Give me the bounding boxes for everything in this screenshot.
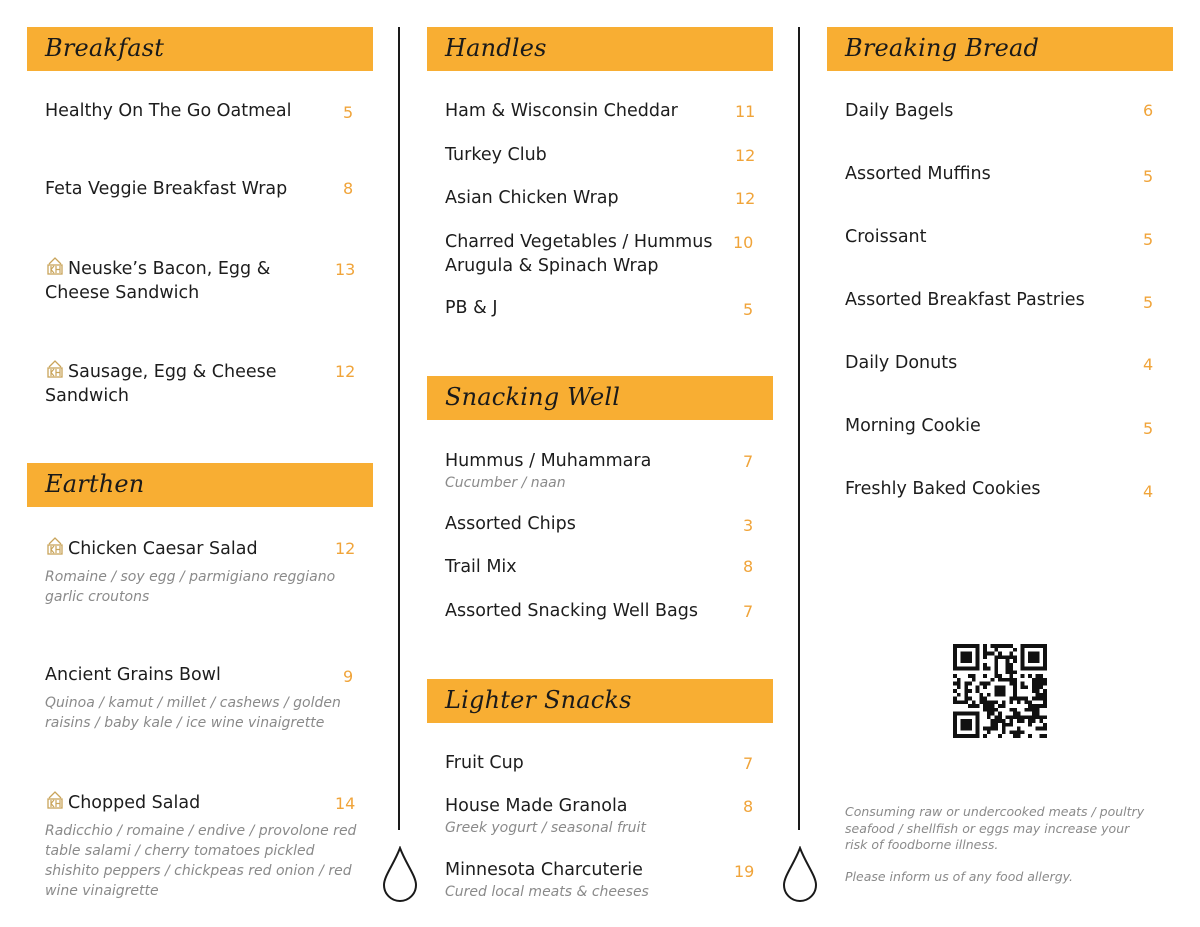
item-price: 8	[343, 179, 354, 198]
item-price: 14	[335, 794, 356, 813]
item-name: Turkey Club	[445, 145, 547, 165]
menu-item	[445, 751, 765, 775]
menu-item	[45, 99, 365, 123]
item-price: 7	[743, 602, 754, 621]
item-price: 5	[1143, 167, 1154, 186]
item-name: House Made Granola	[445, 796, 628, 816]
section-title: Earthen	[45, 470, 145, 498]
item-price: 6	[1143, 101, 1154, 120]
section-title: Lighter Snacks	[445, 686, 632, 714]
column-divider	[398, 27, 400, 830]
item-price: 5	[1143, 230, 1154, 249]
column-right	[827, 0, 1173, 927]
item-price: 9	[343, 667, 354, 686]
section-title: Breaking Bread	[845, 34, 1040, 62]
item-name: Ancient Grains Bowl	[45, 665, 221, 685]
menu-item	[45, 790, 363, 901]
section-header-breakfast	[27, 27, 373, 71]
menu-item	[845, 414, 1165, 438]
column-divider	[798, 27, 800, 830]
item-price: 10	[733, 233, 754, 252]
item-name: Daily Bagels	[845, 101, 954, 121]
item-name: Minnesota Charcuterie	[445, 860, 643, 880]
item-description: Radicchio / romaine / endive / provolone red table salami / cherry tomatoes pickled shishito peppers / chickpeas red onion / red wine vinaigrette	[45, 823, 357, 899]
section-title: Breakfast	[45, 34, 165, 62]
item-description: Cured local meats & cheeses	[445, 884, 649, 900]
menu-item	[45, 536, 375, 607]
item-name: Fruit Cup	[445, 753, 524, 773]
allergy-notice: Please inform us of any food allergy.	[845, 869, 1074, 884]
item-price: 5	[1143, 419, 1154, 438]
item-name: Neuske’s Bacon, Egg & Cheese Sandwich	[45, 259, 271, 303]
item-price: 7	[743, 452, 754, 471]
item-name: Chicken Caesar Salad	[68, 539, 258, 559]
section-title: Handles	[445, 34, 547, 62]
item-name: Chopped Salad	[68, 793, 201, 813]
item-price: 11	[735, 102, 756, 121]
item-description: Greek yogurt / seasonal fruit	[445, 820, 646, 836]
menu-item	[845, 225, 1165, 249]
item-name: Sausage, Egg & Cheese Sandwich	[45, 362, 277, 406]
menu-item	[45, 177, 365, 201]
menu-item	[45, 256, 315, 305]
section-header-breaking-bread	[827, 27, 1173, 71]
section-header-handles	[427, 27, 773, 71]
item-price: 19	[734, 862, 755, 881]
item-name: Asian Chicken Wrap	[445, 188, 619, 208]
drop-icon	[382, 846, 418, 902]
item-name: Freshly Baked Cookies	[845, 479, 1041, 499]
item-name: Feta Veggie Breakfast Wrap	[45, 179, 288, 199]
food-safety-notice: Consuming raw or undercooked meats / poultry seafood / shellfish or eggs may increase your risk of foodborne illness.	[845, 804, 1145, 852]
item-price: 12	[735, 146, 756, 165]
item-name: Assorted Snacking Well Bags	[445, 601, 698, 621]
menu-item	[445, 858, 765, 902]
item-price: 5	[743, 300, 754, 319]
column-middle	[427, 0, 773, 927]
kh-signature-icon	[45, 256, 65, 276]
item-description: Cucumber / naan	[445, 475, 566, 491]
menu-item	[45, 359, 315, 408]
item-name: Hummus / Muhammara	[445, 451, 652, 471]
kh-signature-icon	[45, 536, 65, 556]
menu-item	[845, 99, 1165, 123]
section-header-snacking-well	[427, 376, 773, 420]
item-name: Daily Donuts	[845, 353, 958, 373]
drop-icon	[782, 846, 818, 902]
item-price: 4	[1143, 482, 1154, 501]
kh-signature-icon	[45, 359, 65, 379]
menu-item	[445, 143, 765, 167]
item-price: 12	[335, 362, 356, 381]
item-name: Morning Cookie	[845, 416, 981, 436]
item-name: Assorted Breakfast Pastries	[845, 290, 1085, 310]
item-description: Quinoa / kamut / millet / cashews / golden raisins / baby kale / ice wine vinaigrette	[45, 695, 341, 731]
kh-signature-icon	[45, 790, 65, 810]
item-price: 8	[743, 557, 754, 576]
column-left	[27, 0, 373, 927]
item-name: Croissant	[845, 227, 927, 247]
menu-item	[445, 555, 765, 579]
item-name: Trail Mix	[445, 557, 517, 577]
item-name: Ham & Wisconsin Cheddar	[445, 101, 678, 121]
menu-item	[445, 186, 765, 210]
menu-item	[445, 512, 765, 536]
item-name: Assorted Muffins	[845, 164, 991, 184]
item-name: Assorted Chips	[445, 514, 576, 534]
menu-item	[45, 663, 377, 733]
item-price: 8	[743, 797, 754, 816]
item-price: 4	[1143, 355, 1154, 374]
menu-item	[445, 599, 765, 623]
item-price: 3	[743, 516, 754, 535]
section-title: Snacking Well	[445, 383, 621, 411]
menu-item	[845, 162, 1165, 186]
menu-item	[445, 230, 737, 278]
item-name: Charred Vegetables / Hummus Arugula & Spinach Wrap	[445, 232, 713, 276]
menu-item	[845, 477, 1165, 501]
menu-item	[445, 296, 765, 320]
menu-item	[445, 449, 765, 493]
qr-code[interactable]	[953, 644, 1047, 738]
item-price: 12	[735, 189, 756, 208]
item-price: 7	[743, 754, 754, 773]
item-price: 5	[343, 103, 354, 122]
item-price: 13	[335, 260, 356, 279]
menu-item	[445, 794, 765, 838]
item-name: PB & J	[445, 298, 498, 318]
section-header-earthen	[27, 463, 373, 507]
menu-item	[845, 288, 1165, 312]
item-price: 12	[335, 539, 356, 558]
item-name: Healthy On The Go Oatmeal	[45, 101, 292, 121]
section-header-lighter-snacks	[427, 679, 773, 723]
item-price: 5	[1143, 293, 1154, 312]
menu-item	[845, 351, 1165, 375]
menu-item	[445, 99, 765, 123]
item-description: Romaine / soy egg / parmigiano reggiano garlic croutons	[45, 569, 336, 605]
